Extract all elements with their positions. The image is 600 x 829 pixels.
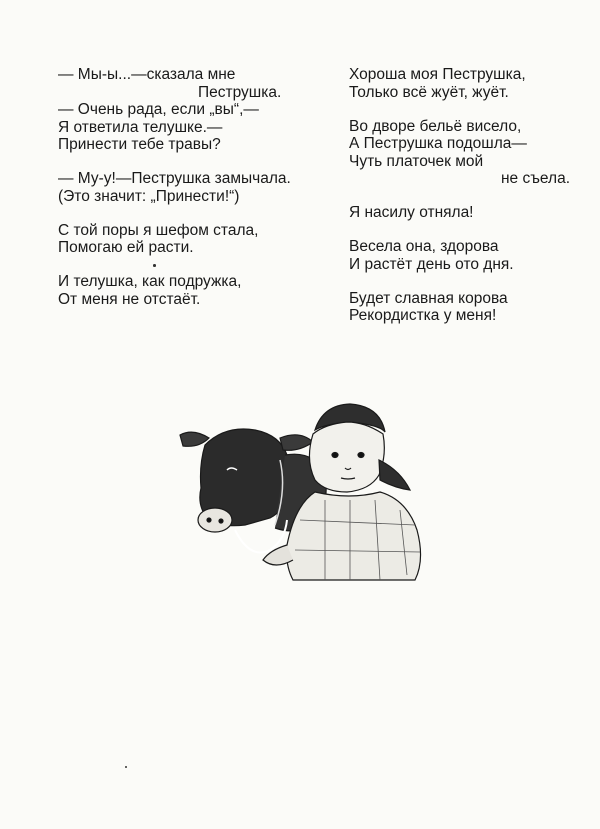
verse-line: Весела она, здорова xyxy=(349,238,499,255)
stanza-2 xyxy=(58,170,323,205)
stanza-5 xyxy=(349,66,589,101)
verse-line: Пеструшка. xyxy=(198,83,282,101)
verse-line: — Очень рада, если „вы“,— xyxy=(58,101,259,118)
verse-line: Я ответила телушке.— xyxy=(58,118,223,136)
verse-line: Чуть платочек мой xyxy=(349,152,484,170)
print-speck xyxy=(153,264,156,267)
verse-line: — Мы-ы...—сказала мне xyxy=(58,66,236,83)
verse-line: не съела. xyxy=(501,170,571,187)
verse-line: Принести тебе травы? xyxy=(58,136,221,153)
stanza-3 xyxy=(58,222,323,257)
verse-line: Только всё жуёт, жуёт. xyxy=(349,83,509,101)
verse-line: Во дворе бельё висело, xyxy=(349,117,522,135)
verse-line: Будет славная корова xyxy=(349,289,508,307)
verse-line: — Му-у!—Пеструшка замычала. xyxy=(58,170,291,187)
poem-left-column xyxy=(58,66,323,325)
verse-line: От меня не отстаёт. xyxy=(58,290,201,308)
verse-line: И телушка, как подружка, xyxy=(58,273,242,290)
verse-line: (Это значит: „Принести!“) xyxy=(58,187,240,205)
stanza-1 xyxy=(58,66,323,154)
verse-line: С той поры я шефом стала, xyxy=(58,221,259,239)
stanza-7 xyxy=(349,204,589,222)
print-speck xyxy=(125,766,127,768)
verse-line: Хороша моя Пеструшка, xyxy=(349,66,526,83)
poem-right-column xyxy=(349,66,589,341)
stanza-4 xyxy=(58,273,323,308)
verse-line: И растёт день ото дня. xyxy=(349,255,514,273)
verse-line: Рекордистка у меня! xyxy=(349,307,497,324)
girl-with-calf-illustration xyxy=(175,400,430,590)
stanza-6 xyxy=(349,118,589,188)
girl-with-calf-icon xyxy=(175,400,430,590)
verse-line: А Пеструшка подошла— xyxy=(349,135,527,152)
verse-line: Я насилу отняла! xyxy=(349,204,474,221)
stanza-9 xyxy=(349,290,589,325)
stanza-8 xyxy=(349,238,589,273)
verse-line: Помогаю ей расти. xyxy=(58,239,194,256)
